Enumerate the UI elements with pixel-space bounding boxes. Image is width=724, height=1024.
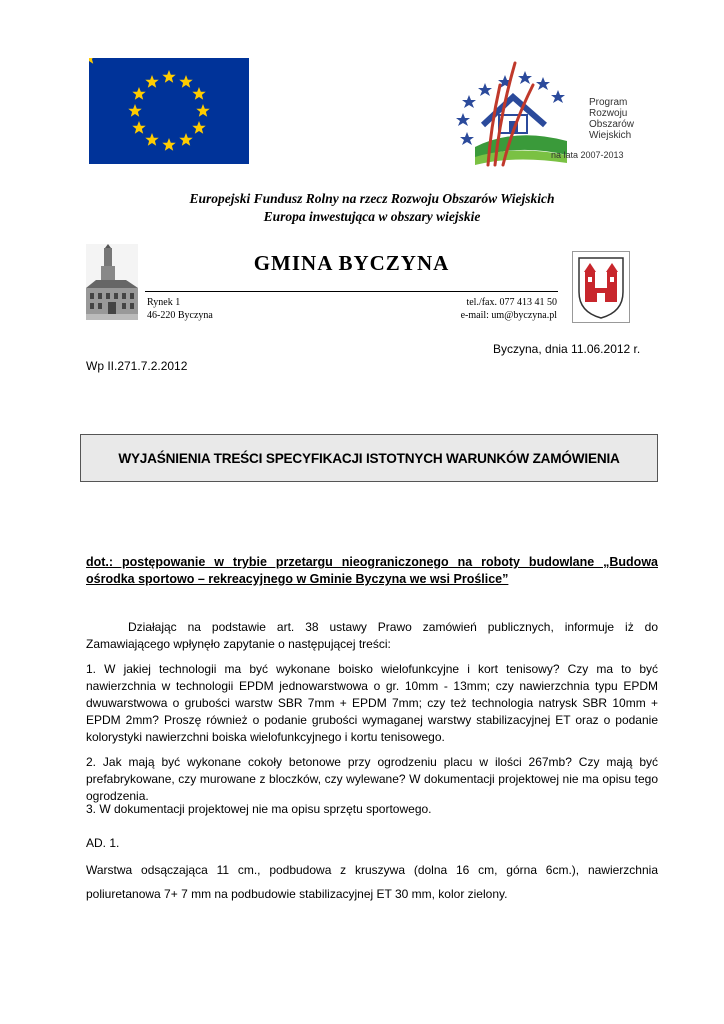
prow-logo [455, 55, 645, 170]
document-title: WYJAŚNIENIA TREŚCI SPECYFIKACJI ISTOTNYCH WARUNKÓW ZAMÓWIENIA [118, 450, 620, 466]
address-street: Rynek 1 [147, 297, 181, 308]
town-hall-photo [86, 244, 138, 320]
answer-1-text: Warstwa odsączająca 11 cm., podbudowa z kruszywa (dolna 16 cm, górna 6cm.), nawierzchnia poliuretanowa 7+ 7 mm na podbudowie stabilizacyjnej ET 30 mm, kolor zielony. [86, 863, 658, 901]
prow-word-obszarow: Obszarów [589, 119, 635, 130]
contact-email: e-mail: um@byczyna.pl [460, 310, 557, 321]
prow-word-wiejskich: Wiejskich [589, 130, 632, 141]
town-hall-icon [86, 244, 138, 320]
address-city: 46-220 Byczyna [147, 310, 213, 321]
question-1: 1. W jakiej technologii ma być wykonane boisko wielofunkcyjne i kort tenisowy? Czy ma to być nawierzchnia w technologii EPDM jednowarstwowa o gr. 10mm - 13mm; czy nawierzchnia typu EPDM dwuwarstwowa o grubości warstw SBR 7mm + EPDM 7mm; czy też technologia natrysk SBR 10mm + EPDM 2mm? Proszę również o podanie grubości wymaganej warstwy stabilizacyjnej ET oraz o podanie kolorystyki nawierzchni boiska wielofunkcyjnego i kortu tenisowego. [86, 662, 658, 744]
gmina-title: GMINA BYCZYNA [253, 251, 450, 275]
reference-number: Wp II.271.7.2.2012 [86, 359, 188, 373]
intro-paragraph: Działając na podstawie art. 38 ustawy Prawo zamówień publicznych, informuje iż do Zamawiającego wpłynęło zapytanie o następującej treści: [86, 620, 658, 651]
prow-word-program: Program [589, 97, 628, 108]
header-divider [145, 291, 558, 292]
prow-years: na lata 2007-2013 [551, 150, 624, 160]
address-block [147, 296, 213, 322]
prow-word-rozwoju: Rozwoju [589, 108, 628, 119]
subject-line: dot.: postępowanie w trybie przetargu nieograniczonego na roboty budowlane „Budowa ośrodka sportowo – rekreacyjnego w Gminie Byczyna we wsi Proślice” [86, 555, 658, 586]
question-2: 2. Jak mają być wykonane cokoły betonowe przy ogrodzeniu placu w ilości 267mb? Czy mają być prefabrykowane, czy murowane z bloczków, czy wylewane? W dokumentacji projektowej nie ma opisu tego ogrodzenia. [86, 755, 658, 803]
contact-block [400, 296, 557, 322]
eu-flag-logo [89, 58, 249, 164]
question-3: 3. W dokumentacji projektowej nie ma opisu sprzętu sportowego. [86, 802, 432, 816]
eu-stars-icon [89, 58, 249, 164]
funds-line-2: Europa inwestująca w obszary wiejskie [263, 209, 481, 224]
prow-text [589, 97, 634, 141]
document-title-box [80, 434, 658, 482]
answer-1-label: AD. 1. [86, 836, 120, 850]
funds-line-1: Europejski Fundusz Rolny na rzecz Rozwoju Obszarów Wiejskich [189, 191, 555, 206]
coat-of-arms-icon [573, 252, 629, 322]
contact-phone: tel./fax. 077 413 41 50 [466, 297, 557, 308]
document-date: Byczyna, dnia 11.06.2012 r. [493, 342, 641, 356]
funds-statement [80, 190, 664, 226]
coat-of-arms [572, 251, 630, 323]
